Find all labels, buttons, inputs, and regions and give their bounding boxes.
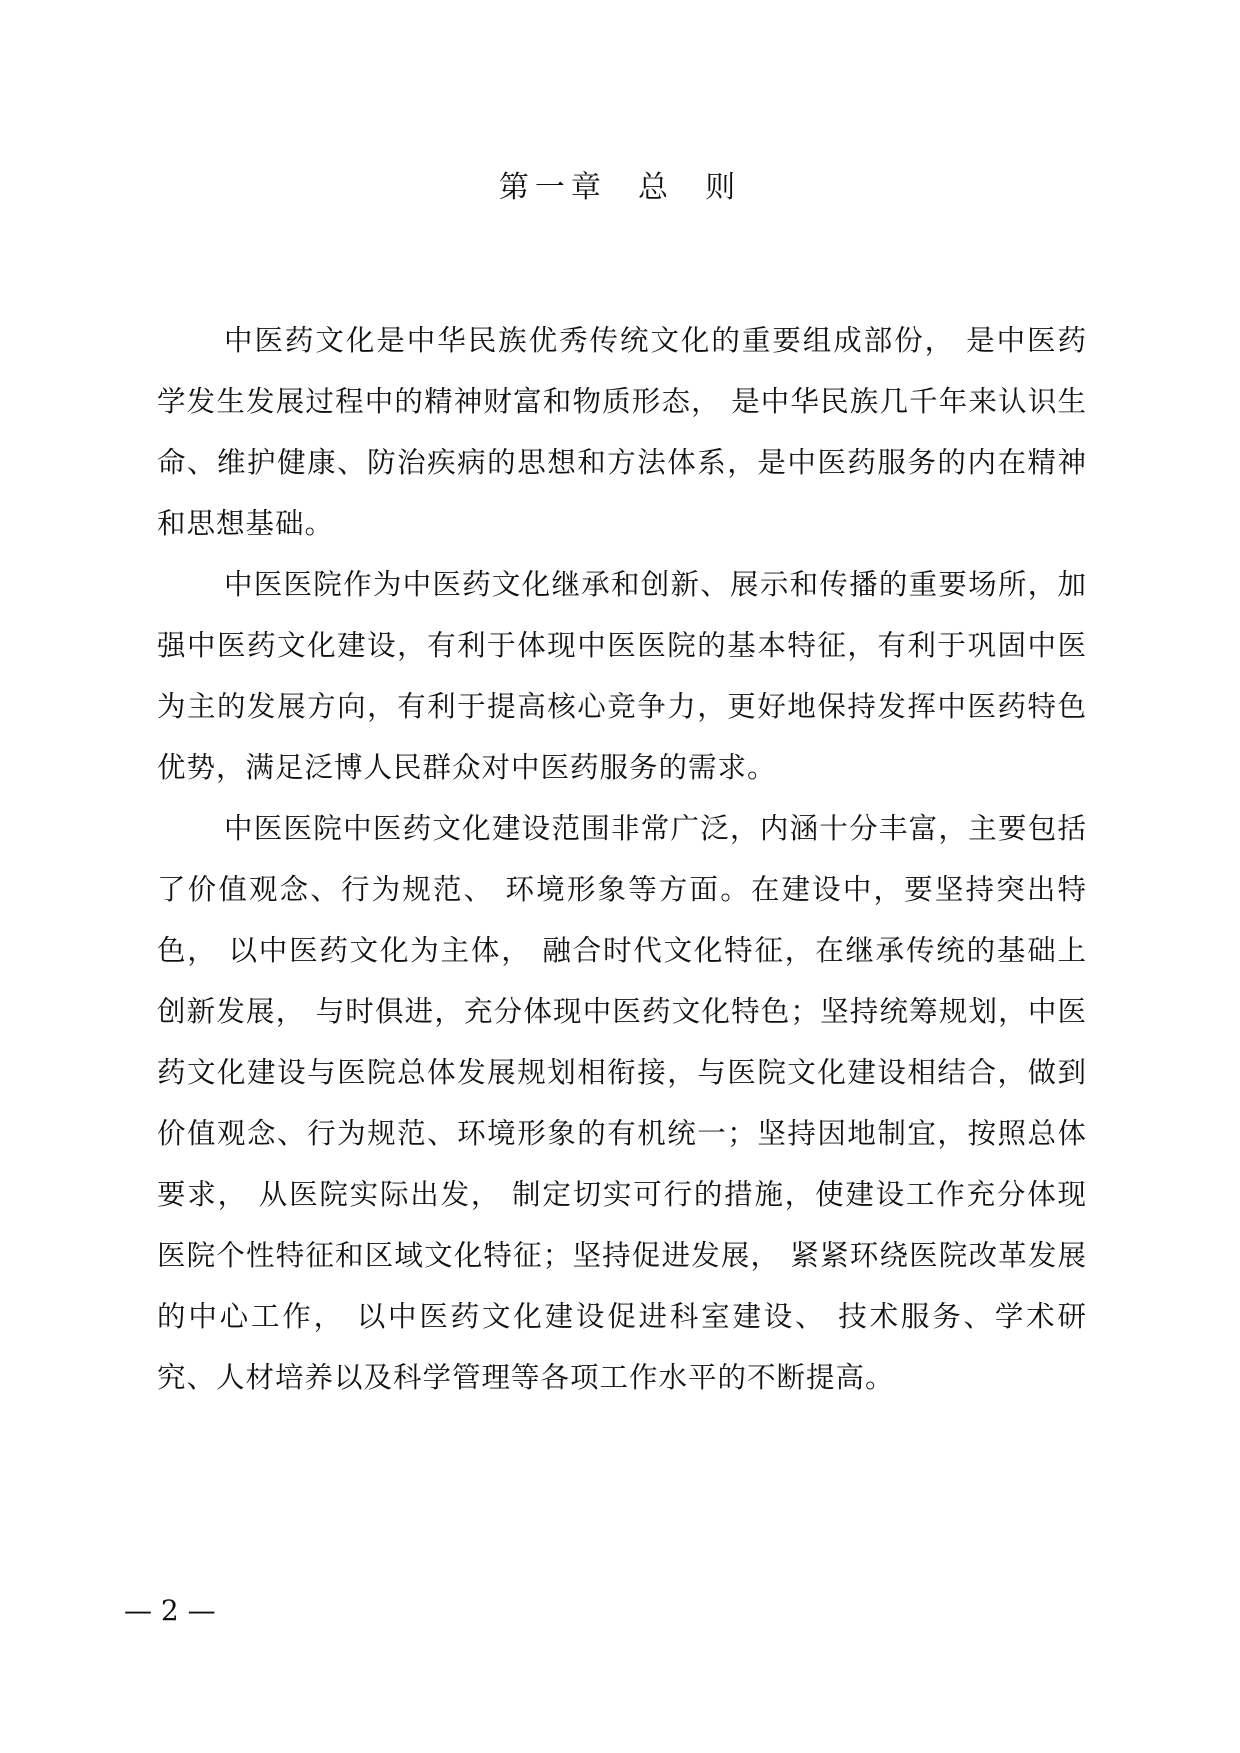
chapter-title: 第一章 总 则 [498, 170, 742, 205]
body-text [157, 310, 1087, 1408]
paragraph-3: 中医医院中医药文化建设范围非常广泛，内涵十分丰富，主要包括了价值观念、行为规范、 环境形象等方面。在建设中，要坚持突出特色， 以中医药文化为主体， 融合时代文化特征，在继承传统的基础上创新发展， 与时俱进，充分体现中医药文化特色；坚持统筹规划，中医药文化建设与医院总体发展规划相衔接，与医院文化建设相结合，做到价值观念、行为规范、环境形象的有机统一；坚持因地制宜，按照总体要求， 从医院实际出发， 制定切实可行的措施，使建设工作充分体现医院个性特征和区域文化特征；坚持促进发展， 紧紧环绕医院改革发展的中心工作， 以中医药文化建设促进科室建设、 技术服务、学术研究、人材培养以及科学管理等各项工作水平的不断提高。 [157, 812, 1087, 1394]
page-number: — 2 — [124, 1594, 216, 1627]
paragraph-2: 中医医院作为中医药文化继承和创新、展示和传播的重要场所，加强中医药文化建设，有利于体现中医医院的基本特征，有利于巩固中医为主的发展方向，有利于提高核心竞争力，更好地保持发挥中医药特色优势，满足泛博人民群众对中医药服务的需求。 [157, 568, 1087, 784]
paragraph-1: 中医药文化是中华民族优秀传统文化的重要组成部份， 是中医药学发生发展过程中的精神财富和物质形态， 是中华民族几千年来认识生命、维护健康、防治疾病的思想和方法体系，是中医药服务的内在精神和思想基础。 [157, 324, 1087, 540]
